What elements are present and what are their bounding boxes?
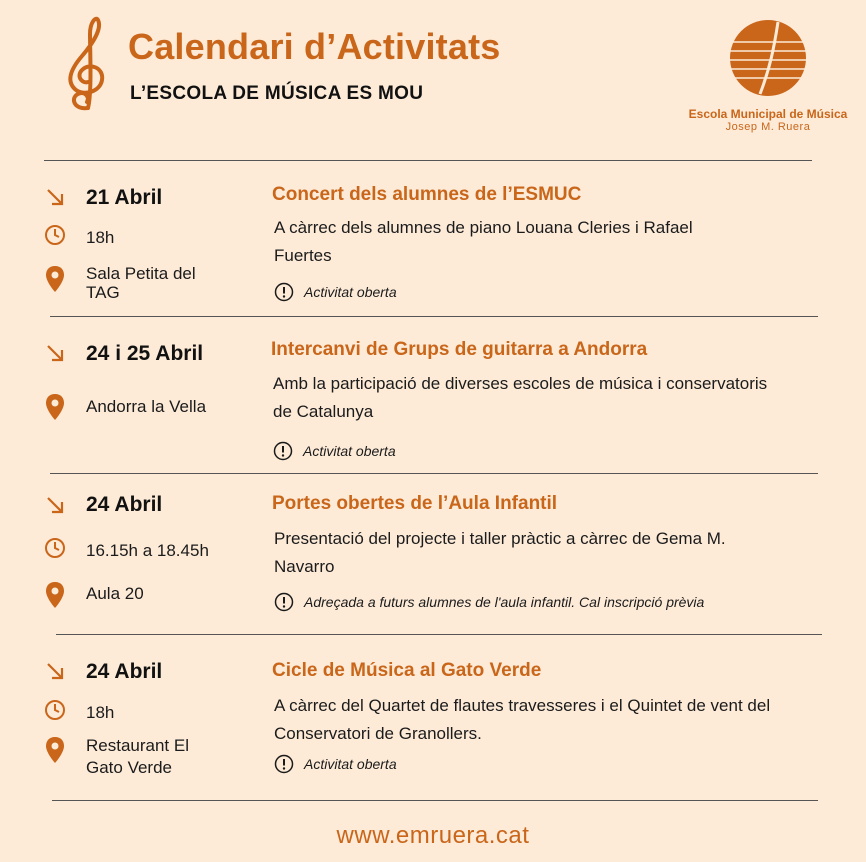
logo-name: Escola Municipal de Música [688, 107, 848, 121]
divider [50, 473, 818, 474]
event-time: 18h [86, 228, 115, 247]
alert-icon [274, 592, 294, 612]
arrow-down-right-icon [44, 186, 66, 208]
divider [44, 160, 812, 161]
arrow-down-right-icon [44, 660, 66, 682]
arrow-down-right-icon [44, 342, 66, 364]
website-link[interactable]: www.emruera.cat [336, 822, 530, 849]
location-pin-icon [44, 392, 66, 422]
alert-icon [274, 282, 294, 302]
page-subtitle: L’ESCOLA DE MÚSICA ES MOU [130, 83, 424, 104]
event-description: A càrrec del Quartet de flautes travesseres i el Quintet de vent del Conservatori de Granollers. [274, 696, 771, 743]
page-title: Calendari d’Activitats [128, 26, 501, 67]
event-time: 18h [86, 703, 115, 722]
event-place: Sala Petita del TAG [86, 264, 196, 302]
arrow-down-right-icon [44, 494, 66, 516]
event-description: Presentació del projecte i taller pràctic a càrrec de Gema M. Navarro [274, 529, 726, 576]
location-pin-icon [44, 580, 66, 610]
event-note: Adreçada a futurs alumnes de l'aula infantil. Cal inscripció prèvia [304, 594, 705, 610]
event-date: 24 Abril [86, 660, 163, 683]
clock-icon [44, 224, 66, 246]
location-pin-icon [44, 735, 66, 765]
alert-icon [274, 754, 294, 774]
divider [50, 316, 818, 317]
event-title: Concert dels alumnes de l’ESMUC [272, 184, 582, 205]
event-description: Amb la participació de diverses escoles de música i conservatoris de Catalunya [273, 374, 768, 421]
clock-icon [44, 699, 66, 721]
event-title: Portes obertes de l’Aula Infantil [272, 493, 558, 514]
event-note: Activitat oberta [304, 756, 397, 772]
event-place: Aula 20 [86, 584, 144, 603]
event-place: Andorra la Vella [86, 397, 207, 416]
clock-icon [44, 537, 66, 559]
event-place: Restaurant El Gato Verde [86, 736, 189, 777]
divider [52, 800, 818, 801]
school-logo-icon [728, 18, 808, 98]
event-time: 16.15h a 18.45h [86, 541, 209, 560]
divider [56, 634, 822, 635]
alert-icon [273, 441, 293, 461]
location-pin-icon [44, 264, 66, 294]
event-title: Cicle de Música al Gato Verde [272, 660, 542, 681]
event-note: Activitat oberta [303, 443, 396, 459]
event-description: A càrrec dels alumnes de piano Louana Cleries i Rafael Fuertes [274, 218, 693, 265]
logo-subname: Josep M. Ruera [725, 121, 811, 133]
event-date: 24 i 25 Abril [86, 342, 204, 365]
treble-clef-icon [60, 12, 112, 112]
event-note: Activitat oberta [304, 284, 397, 300]
event-date: 21 Abril [86, 186, 163, 209]
event-title: Intercanvi de Grups de guitarra a Andorra [271, 339, 648, 360]
event-date: 24 Abril [86, 493, 163, 516]
